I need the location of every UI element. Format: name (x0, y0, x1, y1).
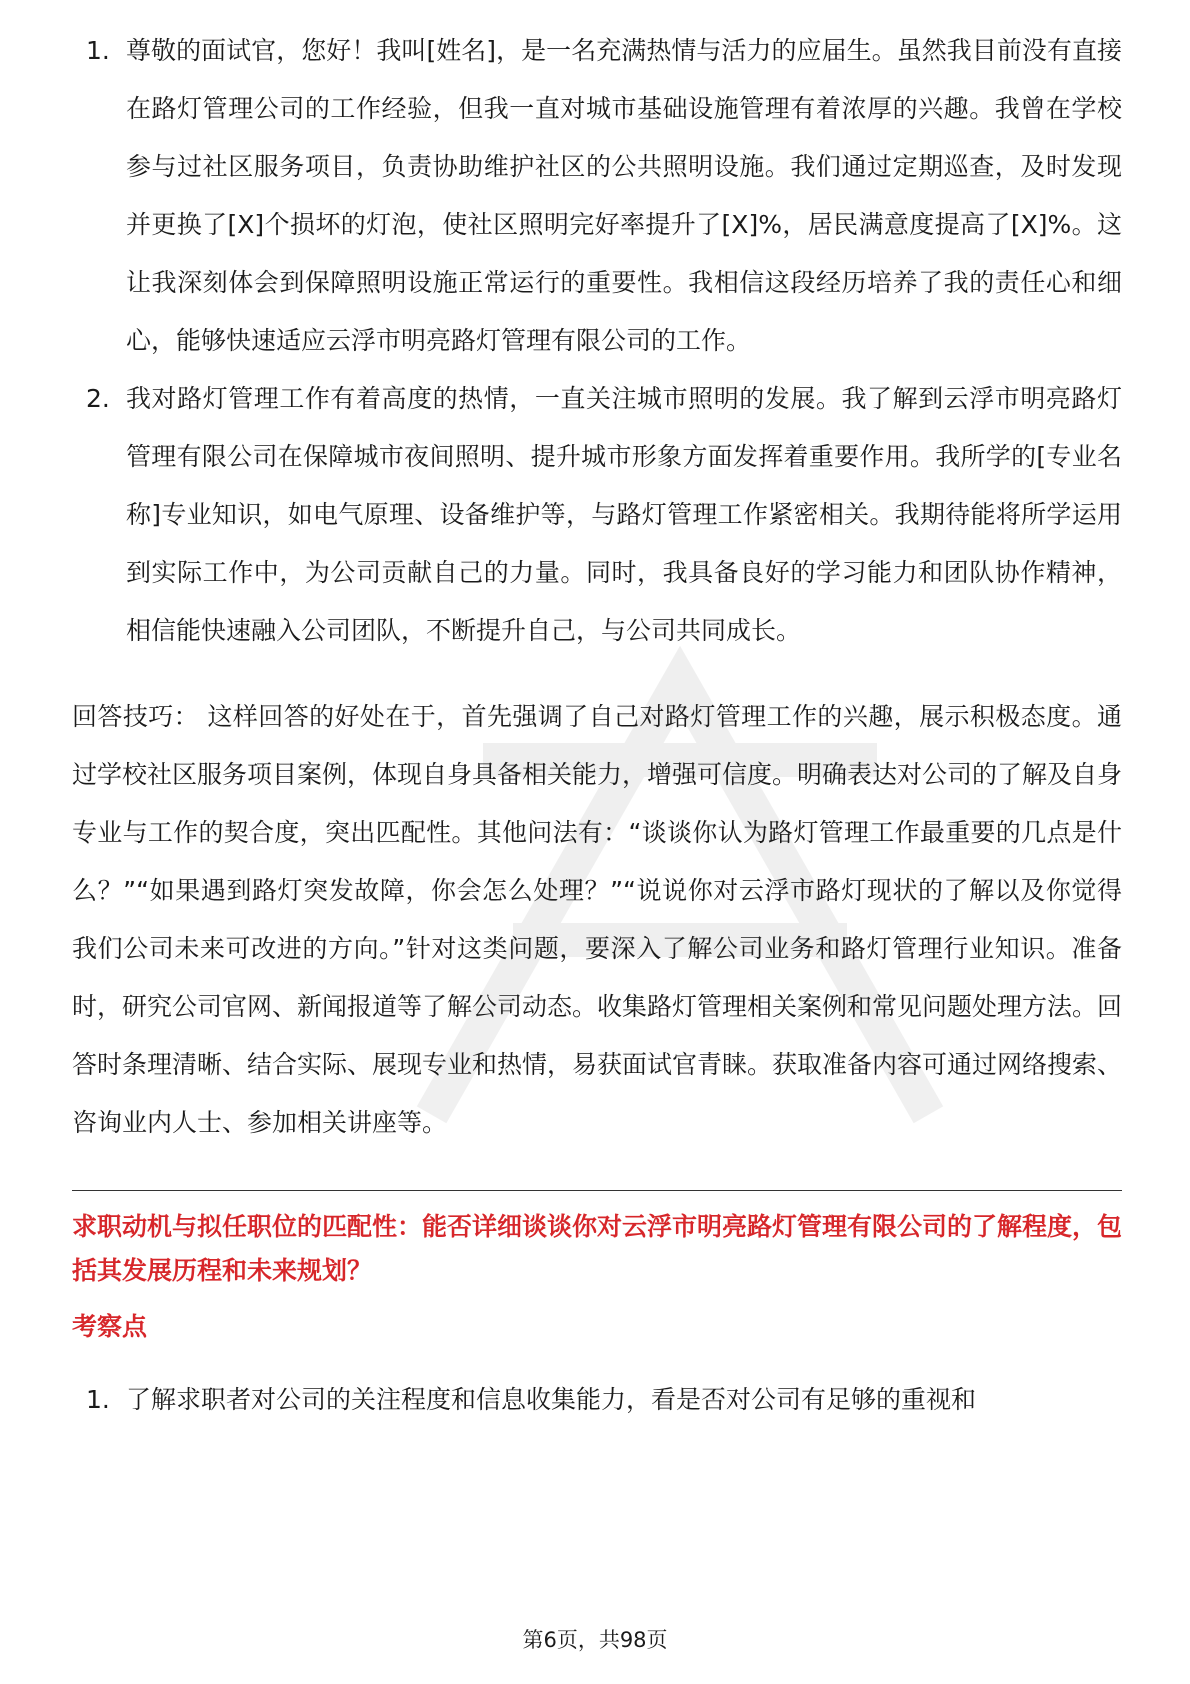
point-text: 了解求职者对公司的关注程度和信息收集能力，看是否对公司有足够的重视和 (126, 1385, 977, 1414)
list-number: 2. (86, 384, 110, 413)
page-content (72, 36, 1123, 1429)
assessment-points-heading: 考察点 (72, 1312, 148, 1341)
answer-tips-paragraph: 回答技巧： 这样回答的好处在于，首先强调了自己对路灯管理工作的兴趣，展示积极态度。通过学校社区服务项目案例，体现自身具备相关能力，增强可信度。明确表达对公司的了解及自身专业与工作的契合度，突出匹配性。其他问法有：“谈谈你认为路灯管理工作最重要的几点是什么？”“如果遇到路灯突发故障，你会怎么处理？”“说说你对云浮市路灯现状的了解以及你觉得我们公司未来可改进的方向。”针对这类问题，要深入了解公司业务和路灯管理行业知识。准备时，研究公司官网、新闻报道等了解公司动态。收集路灯管理相关案例和常见问题处理方法。回答时条理清晰、结合实际、展现专业和热情，易获面试官青睐。获取准备内容可通过网络搜索、咨询业内人士、参加相关讲座等。 (72, 702, 1123, 1137)
section-divider (72, 1190, 1122, 1191)
answer-item-1 (72, 22, 1122, 370)
answer-text: 尊敬的面试官，您好！我叫[姓名]，是一名充满热情与活力的应届生。虽然我目前没有直接在路灯管理公司的工作经验，但我一直对城市基础设施管理有着浓厚的兴趣。我曾在学校参与过社区服务项目，负责协助维护社区的公共照明设施。我们通过定期巡查，及时发现并更换了[X]个损坏的灯泡，使社区照明完好率提升了[X]%，居民满意度提高了[X]%。这让我深刻体会到保障照明设施正常运行的重要性。我相信这段经历培养了我的责任心和细心，能够快速适应云浮市明亮路灯管理有限公司的工作。 (126, 36, 1122, 355)
answer-item-2 (72, 370, 1122, 660)
answer-text: 我对路灯管理工作有着高度的热情，一直关注城市照明的发展。我了解到云浮市明亮路灯管理有限公司在保障城市夜间照明、提升城市形象方面发挥着重要作用。我所学的[专业名称]专业知识，如电气原理、设备维护等，与路灯管理工作紧密相关。我期待能将所学运用到实际工作中，为公司贡献自己的力量。同时，我具备良好的学习能力和团队协作精神，相信能快速融入公司团队，不断提升自己，与公司共同成长。 (126, 384, 1122, 645)
assessment-point-item (72, 1371, 1122, 1429)
answer-list (72, 22, 1122, 660)
question-heading: 求职动机与拟任职位的匹配性：能否详细谈谈你对云浮市明亮路灯管理有限公司的了解程度，包括其发展历程和未来规划？ (72, 1212, 1123, 1285)
list-number: 1. (86, 36, 110, 65)
list-number: 1. (86, 1385, 110, 1414)
page-footer: 第6页，共98页 (522, 1628, 668, 1652)
assessment-points-list (72, 1371, 1122, 1429)
